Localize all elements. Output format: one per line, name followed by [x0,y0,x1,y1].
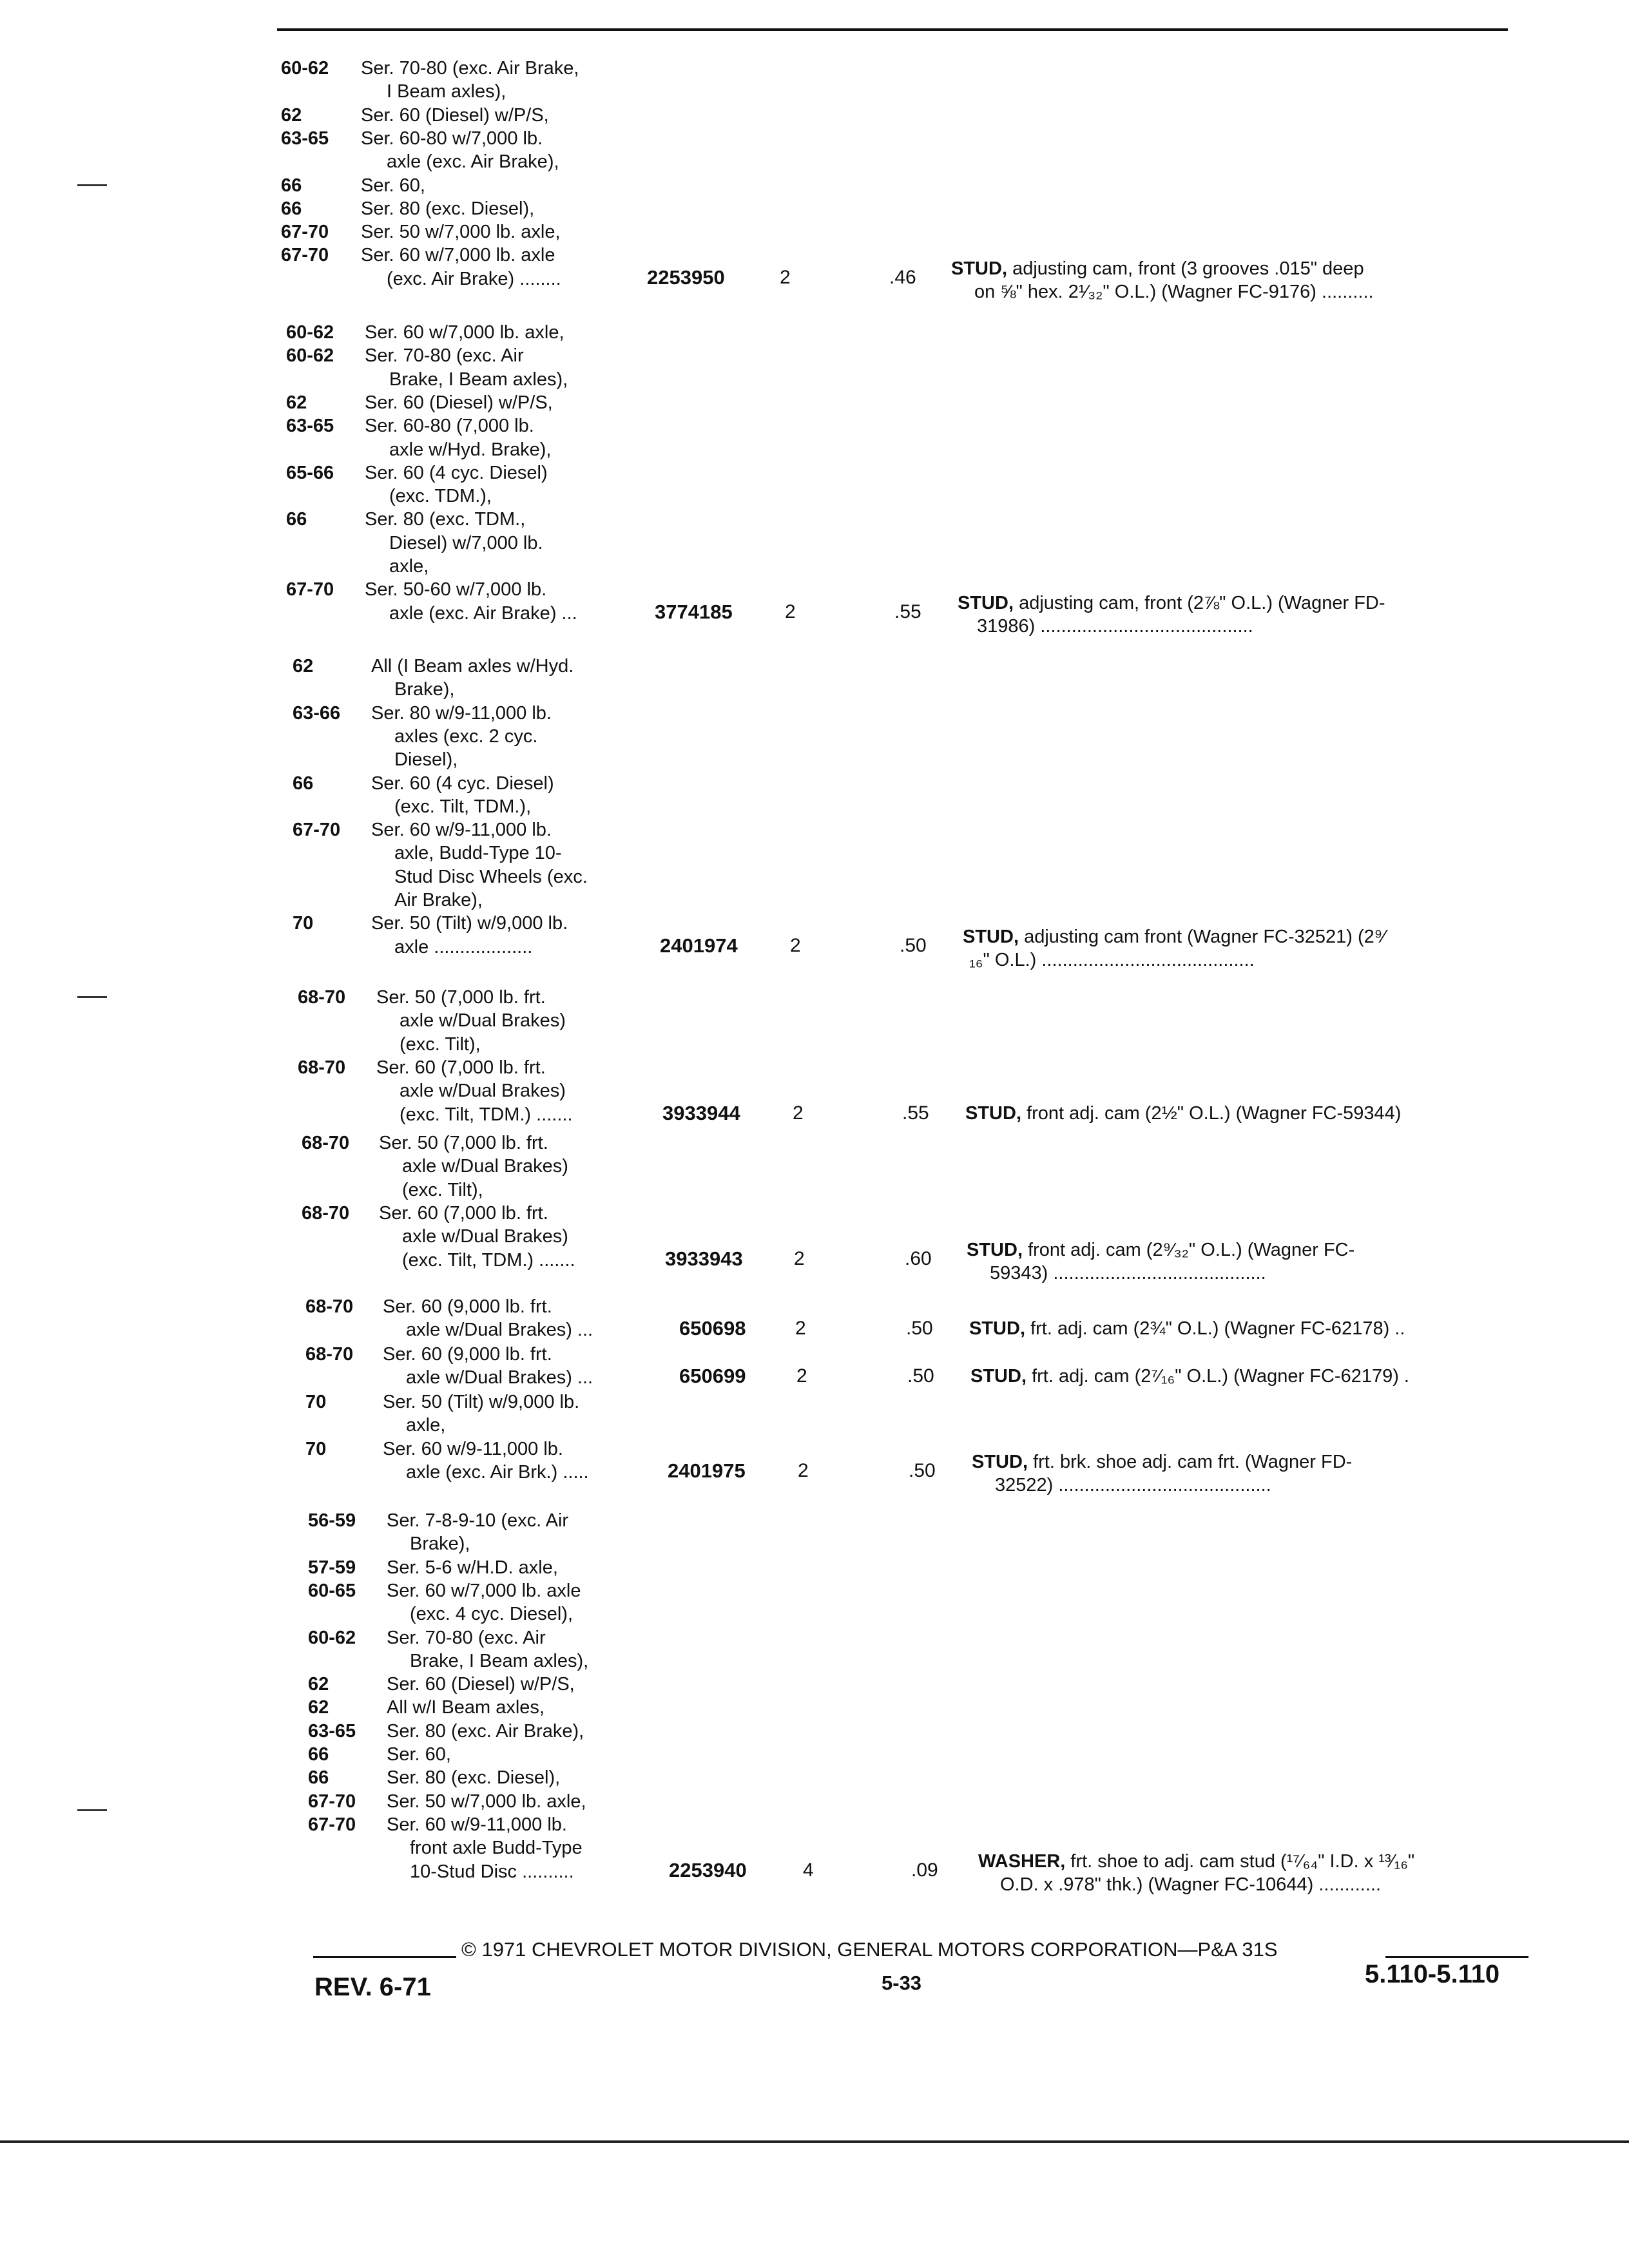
footer-rule-left [313,1956,456,1958]
application-text: axle ................... [394,936,533,957]
application-text: Ser. 60 (Diesel) w/P/S, [387,1674,575,1695]
application-line [0,1414,1629,1437]
application-line [0,127,1629,150]
part-number: 2401975 [668,1459,746,1482]
application-text: Ser. 50 w/7,000 lb. axle, [387,1791,586,1812]
application-text: Ser. 60 w/7,000 lb. axle [387,1580,581,1601]
application-text: Diesel), [394,749,458,771]
application-line [0,1461,1629,1484]
application-line [0,1766,1629,1789]
model-years: 68-70 [302,1202,350,1224]
part-number: 2253940 [669,1858,747,1881]
application-line [0,1343,1629,1366]
application-line [0,1532,1629,1555]
application-line [0,1009,1629,1032]
model-years: 67-70 [308,1791,356,1812]
application-line [0,678,1629,701]
application-line [0,1249,1629,1272]
part-description-text: adjusting cam, front (2⅞" O.L.) (Wagner FD- [1019,592,1385,613]
model-years: 67-70 [293,820,341,841]
application-text: Ser. 80 (exc. Diesel), [387,1767,561,1789]
footer-rule-right [1385,1956,1528,1958]
revision-label: REV. 6-71 [314,1973,431,2001]
application-text: (exc. TDM.), [389,486,492,507]
application-line [0,414,1629,437]
application-text: front axle Budd-Type [410,1838,583,1859]
model-years: 67-70 [286,579,334,601]
application-text: Ser. 60 (Diesel) w/P/S, [361,104,549,126]
application-text: (exc. Tilt), [400,1033,481,1055]
application-line [0,1155,1629,1178]
application-line [0,1509,1629,1532]
application-line [0,220,1629,244]
application-text: Ser. 60 (9,000 lb. frt. [383,1344,552,1365]
model-years: 70 [305,1438,327,1459]
application-text: Diesel) w/7,000 lb. [389,532,543,553]
model-years: 68-70 [298,1057,346,1078]
application-line [0,1790,1629,1813]
part-description-text: frt. adj. cam (2¾" O.L.) (Wagner FC-62178) .. [1030,1318,1405,1340]
application-line [0,508,1629,531]
part-description-text: frt. shoe to adj. cam stud (¹⁷⁄₆₄" I.D. x ¹³⁄₁₆" [1070,1850,1415,1872]
application-line [0,197,1629,220]
part-description-continuation: 32522) ......................................... [995,1475,1271,1496]
model-years: 68-70 [302,1133,350,1153]
application-line [0,1673,1629,1696]
application-line [0,889,1629,912]
application-line [0,1437,1629,1461]
part-description-continuation: ₁₆" O.L.) ......................................... [969,949,1255,970]
application-line [0,1056,1629,1079]
part-description-text: adjusting cam front (Wagner FC-32521) (2⁹⁄ [1024,926,1386,947]
model-years: 70 [305,1392,327,1412]
application-line [0,795,1629,818]
part-description-continuation: 31986) ......................................... [977,615,1253,637]
application-text: axle w/Dual Brakes) [400,1010,566,1032]
model-years: 67-70 [281,222,329,243]
application-text: Ser. 60, [361,175,425,196]
application-line [0,1626,1629,1649]
model-years: 68-70 [305,1296,354,1317]
part-description-text: front adj. cam (2⁹⁄₃₂" O.L.) (Wagner FC- [1028,1239,1355,1260]
part-description [965,1102,1401,1125]
application-text: Ser. 60 (4 cyc. Diesel) [371,773,554,794]
application-text: (exc. Tilt, TDM.) ....... [402,1249,575,1271]
model-years: 60-62 [286,322,334,343]
model-years: 60-62 [281,58,329,79]
application-line [0,1556,1629,1579]
part-description-continuation: O.D. x .978" thk.) (Wagner FC-10644) ............ [1000,1874,1382,1895]
application-text: Ser. 60 (4 cyc. Diesel) [365,462,548,483]
application-line [0,344,1629,367]
application-line [0,57,1629,80]
application-text: (exc. Tilt), [402,1179,483,1200]
application-line [0,772,1629,795]
application-text: All (I Beam axles w/Hyd. [371,656,574,677]
application-text: Brake), [394,679,455,700]
application-text: Ser. 60 w/9-11,000 lb. [371,820,552,841]
application-line [0,1720,1629,1743]
application-line [0,150,1629,173]
price: .50 [906,1318,933,1340]
application-text: axle w/Dual Brakes) ... [406,1320,593,1341]
application-line [0,438,1629,461]
application-line [0,1390,1629,1414]
application-line [0,1813,1629,1836]
part-name: STUD, [967,1239,1023,1260]
application-text: (exc. Tilt, TDM.), [394,796,532,817]
model-years: 62 [281,104,302,126]
model-years: 62 [308,1697,329,1718]
application-text: axle (exc. Air Brk.) ..... [406,1461,589,1483]
model-years: 57-59 [308,1557,356,1578]
application-text: I Beam axles), [387,81,506,102]
application-text: Ser. 50 (Tilt) w/9,000 lb. [371,913,568,934]
application-text: axle, Budd-Type 10- [394,843,562,864]
application-text: 10-Stud Disc .......... [410,1861,574,1882]
application-line [0,1079,1629,1102]
application-text: Ser. 50 (Tilt) w/9,000 lb. [383,1392,580,1412]
model-years: 62 [286,392,307,413]
model-years: 67-70 [281,245,329,266]
application-text: Brake, I Beam axles), [389,369,568,390]
application-text: Ser. 50 w/7,000 lb. axle, [361,222,561,243]
part-description [967,1238,1354,1262]
part-number: 650699 [679,1365,746,1388]
application-line [0,1225,1629,1248]
part-number: 3774185 [655,600,733,623]
part-name: WASHER, [978,1850,1066,1872]
application-text: Ser. 7-8-9-10 (exc. Air [387,1510,569,1531]
part-description [969,1317,1405,1340]
part-number: 2253950 [647,265,725,289]
application-line [0,818,1629,841]
part-name: STUD, [963,926,1019,947]
application-line [0,702,1629,725]
model-years: 66 [281,175,302,196]
part-description-continuation: on ⅝" hex. 2¹⁄₃₂" O.L.) (Wagner FC-9176) .......... [974,282,1374,302]
model-years: 56-59 [308,1510,356,1531]
application-text: Ser. 70-80 (exc. Air Brake, [361,58,579,79]
price: .50 [909,1459,936,1481]
model-years: 67-70 [308,1814,356,1835]
model-years: 66 [308,1767,329,1789]
model-years: 63-65 [281,128,329,149]
application-text: Ser. 60-80 (7,000 lb. [365,416,534,437]
application-line [0,461,1629,485]
model-years: 70 [293,913,314,934]
model-years: 65-66 [286,462,334,483]
application-text: axle w/Hyd. Brake), [389,439,552,460]
application-line [0,655,1629,678]
quantity: 2 [794,1247,805,1269]
part-name: STUD, [970,1366,1027,1387]
application-text: Ser. 60 w/9-11,000 lb. [383,1438,563,1459]
application-text: Ser. 60 w/7,000 lb. axle, [365,322,564,343]
model-years: 63-65 [308,1720,356,1742]
application-line [0,986,1629,1009]
model-years: 60-62 [308,1627,356,1648]
page-number: 5-33 [882,1972,922,1994]
application-line [0,1579,1629,1602]
part-description [963,925,1385,948]
part-name: STUD, [969,1318,1025,1340]
application-line [0,1202,1629,1225]
model-years: 60-65 [308,1580,356,1601]
application-line [0,485,1629,508]
application-text: Ser. 60 (7,000 lb. frt. [379,1202,548,1224]
application-text: Brake), [410,1533,470,1555]
model-years: 63-66 [293,702,341,724]
price: .55 [902,1102,929,1124]
application-text: Air Brake), [394,890,483,910]
application-text: axle w/Dual Brakes) ... [406,1367,593,1389]
application-text: axle (exc. Air Brake), [387,151,559,173]
application-line [0,865,1629,889]
part-description-text: frt. adj. cam (2⁷⁄₁₆" O.L.) (Wagner FC-62179) . [1032,1366,1409,1387]
application-text: Ser. 50-60 w/7,000 lb. [365,579,547,601]
price: .50 [907,1365,934,1387]
application-text: axle w/Dual Brakes) [400,1081,566,1102]
model-years: 66 [281,198,302,219]
part-description [978,1850,1414,1873]
application-text: Ser. 80 w/9-11,000 lb. [371,702,552,724]
application-line [0,80,1629,103]
application-line [0,555,1629,578]
price: .55 [894,601,921,622]
model-years: 63-65 [286,416,334,437]
application-line [0,1743,1629,1766]
application-text: (exc. 4 cyc. Diesel), [410,1604,573,1625]
application-text: Ser. 80 (exc. Air Brake), [387,1720,584,1742]
part-description [970,1365,1409,1388]
model-years: 66 [286,509,307,530]
application-line [0,841,1629,865]
application-line [0,267,1629,291]
application-line [0,1602,1629,1626]
application-line [0,725,1629,748]
application-line [0,104,1629,127]
application-text: Ser. 5-6 w/H.D. axle, [387,1557,558,1578]
model-years: 68-70 [298,987,346,1008]
application-line [0,1696,1629,1719]
part-number: 2401974 [660,934,738,957]
application-text: Ser. 60 w/7,000 lb. axle [361,245,555,266]
application-text: axles (exc. 2 cyc. [394,726,538,747]
quantity: 2 [793,1102,804,1124]
model-years: 66 [293,773,314,794]
application-text: Ser. 60 w/9-11,000 lb. [387,1814,567,1835]
price: .46 [889,266,916,288]
application-text: Ser. 50 (7,000 lb. frt. [376,987,546,1008]
part-number: 3933944 [662,1101,740,1124]
part-name: STUD, [951,258,1007,279]
application-line [0,1178,1629,1202]
part-description-continuation: 59343) ......................................... [990,1262,1266,1283]
model-years: 62 [308,1674,329,1695]
application-line [0,174,1629,197]
application-text: Ser. 60 (9,000 lb. frt. [383,1296,552,1317]
application-text: Ser. 60-80 w/7,000 lb. [361,128,543,149]
part-description [958,591,1385,615]
part-description-text: front adj. cam (2½" O.L.) (Wagner FC-59344) [1027,1102,1402,1124]
quantity: 2 [796,1365,807,1387]
application-line [0,391,1629,414]
section-number: 5.110-5.110 [1365,1960,1500,1988]
quantity: 2 [795,1318,806,1340]
application-line [0,244,1629,267]
application-text: Ser. 60, [387,1744,451,1765]
quantity: 2 [790,934,801,956]
part-number: 650698 [679,1317,746,1340]
application-text: All w/I Beam axles, [387,1697,545,1718]
application-text: axle, [406,1415,446,1436]
application-text: axle w/Dual Brakes) [402,1156,568,1177]
top-rule [277,28,1508,31]
price: .60 [905,1247,932,1269]
application-text: Ser. 70-80 (exc. Air [387,1627,546,1648]
application-line [0,1033,1629,1056]
model-years: 60-62 [286,345,334,367]
copyright-notice: © 1971 CHEVROLET MOTOR DIVISION, GENERAL MOTORS CORPORATION—P&A 31S [461,1938,1278,1961]
quantity: 2 [780,266,791,288]
application-line [0,1131,1629,1155]
application-text: axle, [389,556,429,577]
application-text: axle (exc. Air Brake) ... [389,602,577,624]
application-line [0,748,1629,771]
application-text: Ser. 60 (Diesel) w/P/S, [365,392,553,413]
part-name: STUD, [965,1102,1021,1124]
part-description-text: adjusting cam, front (3 grooves .015" deep [1012,258,1364,279]
application-text: (exc. Air Brake) ........ [387,268,561,289]
application-line [0,321,1629,344]
application-text: Ser. 50 (7,000 lb. frt. [379,1133,548,1153]
part-number: 3933943 [665,1247,743,1270]
part-description [972,1450,1352,1474]
quantity: 2 [785,601,796,622]
bottom-rule [0,2140,1629,2143]
application-line [0,368,1629,391]
application-text: Ser. 80 (exc. Diesel), [361,198,535,219]
part-name: STUD, [958,592,1014,613]
application-line [0,1649,1629,1673]
application-text: Stud Disc Wheels (exc. [394,866,588,887]
application-text: Brake, I Beam axles), [410,1650,589,1671]
price: .09 [911,1859,938,1881]
application-line [0,1295,1629,1318]
price: .50 [900,934,927,956]
quantity: 2 [798,1459,809,1481]
application-text: Ser. 80 (exc. TDM., [365,509,526,530]
quantity: 4 [803,1859,814,1881]
model-years: 62 [293,656,314,677]
application-line [0,532,1629,555]
model-years: 66 [308,1744,329,1765]
part-description-text: frt. brk. shoe adj. cam frt. (Wagner FD- [1033,1451,1353,1472]
model-years: 68-70 [305,1344,354,1365]
part-name: STUD, [972,1451,1028,1472]
application-text: Ser. 60 (7,000 lb. frt. [376,1057,546,1078]
application-text: axle w/Dual Brakes) [402,1226,568,1247]
application-text: Ser. 70-80 (exc. Air [365,345,524,367]
application-text: (exc. Tilt, TDM.) ....... [400,1104,573,1125]
part-description [951,257,1364,280]
